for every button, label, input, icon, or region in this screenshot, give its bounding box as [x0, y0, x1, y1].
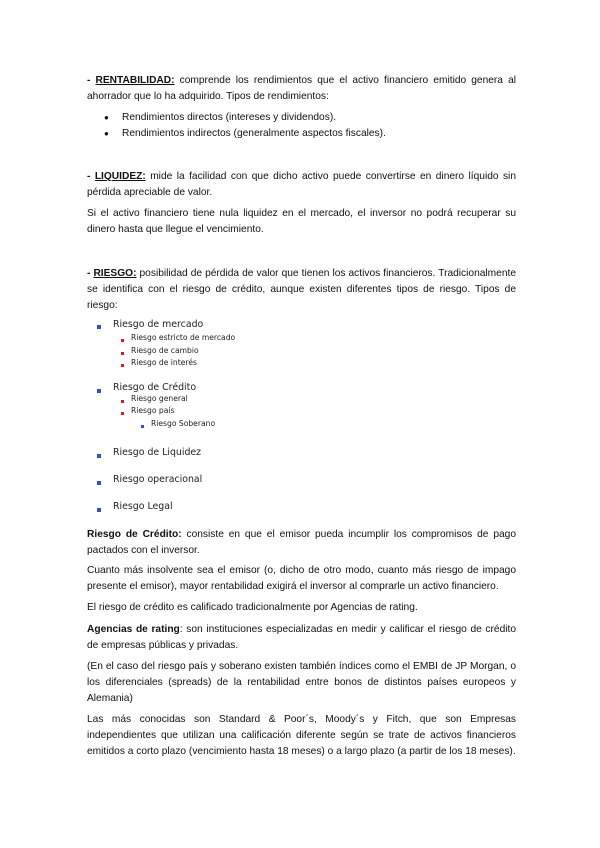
- blue-bullet-icon: [97, 508, 101, 512]
- agencias-heading: Agencias de rating: [87, 624, 180, 635]
- red-bullet-icon: [121, 412, 124, 415]
- blue-bullet-icon: [97, 454, 101, 458]
- risk-sub-item: Riesgo general: [131, 394, 188, 403]
- red-bullet-icon: [121, 352, 124, 355]
- blue-bullet-icon: [97, 389, 101, 393]
- calificado-paragraph: El riesgo de crédito es calificado tradicionalmente por Agencias de rating.: [87, 602, 418, 613]
- riesgo-text: posibilidad de pérdida de valor que tienen los activos financieros. Tradicionalmente se identifica con el riesgo de crédito, aunque existen diferentes tipos de riesgo. Tipos de riesgo:: [87, 268, 516, 311]
- red-bullet-icon: [121, 364, 124, 367]
- riesgo-heading: RIESGO:: [93, 268, 137, 279]
- rentabilidad-text: comprende los rendimientos que el activo financiero emitido genera al ahorrador que lo ha adquirido. Tipos de rendimientos:: [87, 75, 516, 102]
- red-bullet-icon: [121, 400, 124, 403]
- conocidas-paragraph: Las más conocidas son Standard & Poor´s, Moody´s y Fitch, que son Empresas independientes que utilizan una calificación diferente según se trate de activos financieros emitidos a corto plazo (vencimiento hasta 18 meses) o a largo plazo (a partir de los 18 meses).: [87, 714, 516, 757]
- liquidez-text: mide la facilidad con que dicho activo puede convertirse en dinero líquido sin pérdida apreciable de valor.: [87, 171, 516, 198]
- liquidez-heading: LIQUIDEZ:: [94, 171, 146, 182]
- risk-legal: Riesgo Legal: [113, 501, 173, 512]
- liquidez-paragraph: [87, 169, 516, 201]
- red-bullet-icon: [121, 339, 124, 342]
- risk-liquidez: Riesgo de Liquidez: [113, 447, 202, 458]
- blue-bullet-icon: [141, 425, 144, 428]
- list-item: ● Rendimientos directos (intereses y dividendos).: [104, 110, 386, 126]
- risk-mercado: Riesgo de mercado: [113, 319, 204, 330]
- agencias-text: : son instituciones especializadas en medir y calificar el riesgo de crédito de empresas públicas y privadas.: [87, 624, 516, 651]
- dash: -: [87, 268, 94, 279]
- risk-operacional: Riesgo operacional: [113, 474, 203, 485]
- rendimientos-list: [104, 110, 386, 142]
- riesgo-paragraph: [87, 266, 516, 314]
- dash: -: [87, 171, 95, 182]
- risk-credito: Riesgo de Crédito: [113, 382, 197, 393]
- agencias-paragraph: [87, 622, 516, 654]
- liquidez-paragraph-2: Si el activo financiero tiene nula liquidez en el mercado, el inversor no podrá recuperar su dinero hasta que llegue el vencimiento.: [87, 208, 516, 235]
- embi-paragraph: (En el caso del riesgo país y soberano existen también índices como el EMBI de JP Morgan, o los diferenciales (spreads) de la rentabilidad entre bonos de distintos países europeos y Alemania): [87, 661, 516, 704]
- dash: -: [87, 75, 96, 86]
- risk-soberano: Riesgo Soberano: [151, 419, 216, 428]
- rentabilidad-heading: RENTABILIDAD:: [95, 75, 175, 86]
- rentabilidad-paragraph: [87, 73, 516, 105]
- list-item: ● Rendimientos indirectos (generalmente aspectos fiscales).: [104, 126, 386, 142]
- riesgo-credito-text: consiste en que el emisor pueda incumplir los compromisos de pago pactados con el inversor.: [87, 529, 516, 556]
- riesgo-credito-heading: Riesgo de Crédito:: [87, 529, 182, 540]
- risk-sub-item: Riesgo de interés: [131, 358, 197, 367]
- risk-sub-item: Riesgo país: [131, 406, 175, 415]
- riesgo-credito-paragraph: [87, 527, 516, 559]
- risk-sub-item: Riesgo estricto de mercado: [131, 333, 236, 342]
- insolvente-paragraph: Cuanto más insolvente sea el emisor (o, dicho de otro modo, cuanto más riesgo de impago presente el emisor), mayor rentabilidad exigirá el inversor al comprarle un activo financiero.: [87, 565, 516, 592]
- risk-sub-item: Riesgo de cambio: [131, 346, 199, 355]
- blue-bullet-icon: [97, 481, 101, 485]
- blue-bullet-icon: [97, 325, 101, 329]
